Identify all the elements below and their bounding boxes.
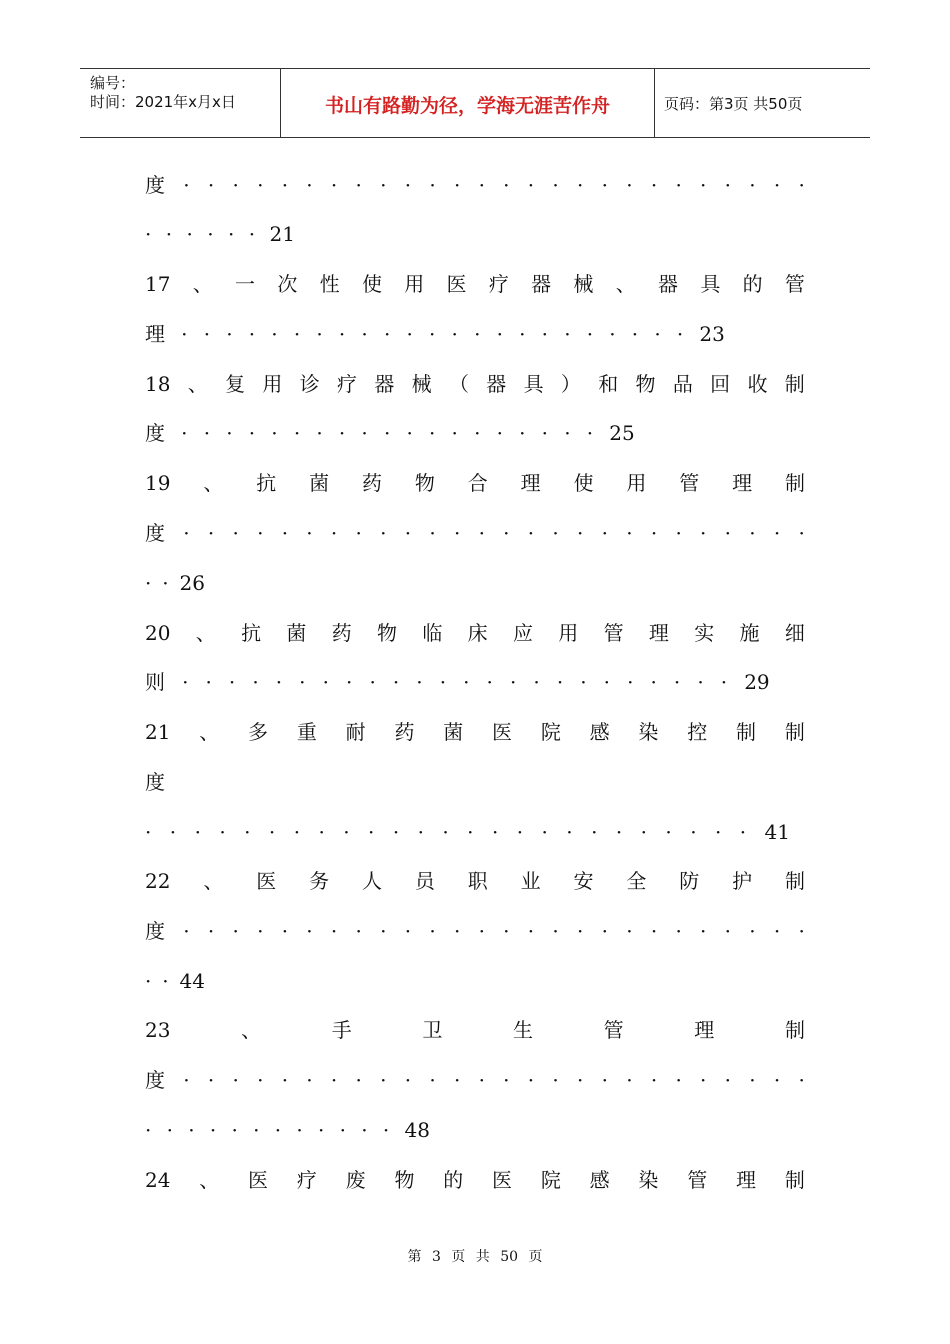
toc-line: 22 、 医 务 人 员 职 业 安 全 防 护 制 — [145, 869, 805, 893]
date-label: 时间：2021年x月x日 — [90, 93, 236, 111]
toc-line: · · · · · · · · · · · · 48 — [145, 1118, 430, 1142]
page-footer: 第 3 页 共 50 页 — [407, 1249, 543, 1265]
toc-line: · · · · · · · · · · · · · · · · · · · · · · · · · 41 — [145, 820, 790, 844]
number-label: 编号： — [90, 74, 136, 92]
toc-line: 理 · · · · · · · · · · · · · · · · · · · · · · · 23 — [145, 322, 725, 346]
toc-line: · · 44 — [145, 969, 205, 993]
toc-line: 17 、 一 次 性 使 用 医 疗 器 械 、 器 具 的 管 — [145, 272, 805, 296]
motto: 书山有路勤为径，学海无涯苦作舟 — [324, 95, 610, 117]
toc-line: 度 · · · · · · · · · · · · · · · · · · · · · · · · · · — [145, 1068, 805, 1092]
toc-line: 23 、 手 卫 生 管 理 制 — [145, 1018, 805, 1042]
page-header — [80, 68, 870, 138]
toc-line: 21 、 多 重 耐 药 菌 医 院 感 染 控 制 制 — [145, 720, 805, 744]
toc-line: 20 、 抗 菌 药 物 临 床 应 用 管 理 实 施 细 — [145, 621, 805, 645]
toc-line: 度 · · · · · · · · · · · · · · · · · · · · · · · · · · — [145, 919, 805, 943]
toc-line: 24 、 医 疗 废 物 的 医 院 感 染 管 理 制 — [145, 1168, 805, 1192]
toc-line: 度 — [145, 770, 165, 794]
header-page-cell — [654, 69, 870, 137]
page-info: 页码：第3页 共50页 — [664, 95, 803, 113]
toc-line: · · 26 — [145, 571, 205, 595]
toc-line: 度 · · · · · · · · · · · · · · · · · · · · · · · · · · — [145, 521, 805, 545]
toc-line: 度 · · · · · · · · · · · · · · · · · · · · · · · · · · — [145, 173, 805, 197]
header-motto-cell — [280, 69, 655, 137]
toc-line: 则 · · · · · · · · · · · · · · · · · · · · · · · · 29 — [145, 670, 770, 694]
toc-line: 18 、 复 用 诊 疗 器 械 （ 器 具 ） 和 物 品 回 收 制 — [145, 372, 805, 396]
header-meta-cell — [80, 69, 280, 137]
toc-line: 19 、 抗 菌 药 物 合 理 使 用 管 理 制 — [145, 471, 805, 495]
toc-line: 度 · · · · · · · · · · · · · · · · · · · 25 — [145, 421, 635, 445]
toc-line: · · · · · · 21 — [145, 222, 295, 246]
